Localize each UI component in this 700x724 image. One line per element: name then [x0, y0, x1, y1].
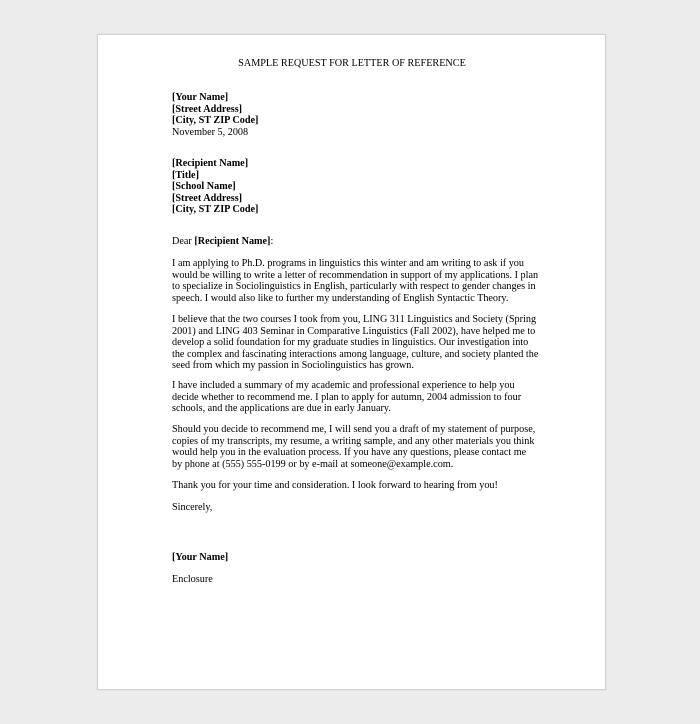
salutation — [172, 236, 532, 248]
recipient-school: [School Name] — [172, 181, 236, 193]
salutation-suffix: : — [270, 236, 274, 247]
letter-date: November 5, 2008 — [172, 126, 249, 138]
paragraph-line: the complex and fascinating interactions among language, culture, and society planted the — [172, 348, 539, 360]
sender-street: [Street Address] — [172, 103, 243, 115]
recipient-name: [Recipient Name] — [172, 158, 249, 169]
paragraph-4 — [172, 424, 534, 470]
recipient-address — [172, 158, 532, 216]
paragraph-3 — [172, 380, 534, 415]
sender-city: [City, ST ZIP Code] — [172, 115, 259, 127]
recipient-city: [City, ST ZIP Code] — [172, 204, 259, 216]
paragraph-line: decide whether to recommend me. I plan to apply for autumn, 2004 admission to four — [172, 391, 522, 403]
paragraph-5 — [172, 480, 534, 492]
paragraph-line: schools, and the applications are due in early January. — [172, 403, 391, 415]
document-page — [97, 34, 606, 690]
paragraph-line: by phone at (555) 555-0199 or by e-mail at someone@example.com. — [172, 458, 454, 470]
letter-title: SAMPLE REQUEST FOR LETTER OF REFERENCE — [238, 58, 466, 69]
paragraph-line: I believe that the two courses I took from you, LING 311 Linguistics and Society (Spring — [172, 314, 537, 325]
paragraph-line: seed from which my passion in Sociolinguistics has grown. — [172, 360, 414, 372]
paragraph-1 — [172, 258, 539, 304]
recipient-title: [Title] — [172, 169, 199, 181]
paragraph-line: copies of my transcripts, my resume, a writing sample, and any other materials you think — [172, 435, 535, 447]
paragraph-2 — [172, 314, 539, 372]
sender-address — [172, 92, 532, 138]
paragraph-line: would be willing to write a letter of recommendation in support of my applications. I plan — [172, 269, 539, 281]
paragraph-line: Should you decide to recommend me, I will send you a draft of my statement of purpose, — [172, 424, 536, 435]
paragraph-line: to specialize in Sociolinguistics in English, particularly with respect to gender changes in — [172, 281, 536, 293]
paragraph-line: develop a solid foundation for my graduate studies in linguistics. Our investigation into — [172, 337, 529, 349]
sender-name: [Your Name] — [172, 92, 229, 103]
paragraph-line: 2001) and LING 403 Seminar in Comparative Linguistics (Fall 2002), have helped me to — [172, 325, 536, 337]
salutation-prefix: Dear — [172, 236, 195, 247]
paragraph-line: Thank you for your time and consideration. I look forward to hearing from you! — [172, 480, 498, 491]
paragraph-line: speech. I would also like to further my understanding of English Syntactic Theory. — [172, 292, 509, 304]
signature-name: [Your Name] — [172, 552, 229, 563]
paragraph-line: would help you in the evaluation process. If you have any questions, please contact me — [172, 447, 527, 459]
closing: Sincerely, — [172, 502, 213, 513]
recipient-street: [Street Address] — [172, 192, 243, 204]
paragraph-line: I am applying to Ph.D. programs in linguistics this winter and am writing to ask if you — [172, 258, 524, 269]
salutation-name: [Recipient Name] — [194, 236, 271, 247]
enclosure-note: Enclosure — [172, 574, 213, 585]
paragraph-line: I have included a summary of my academic and professional experience to help you — [172, 380, 515, 391]
